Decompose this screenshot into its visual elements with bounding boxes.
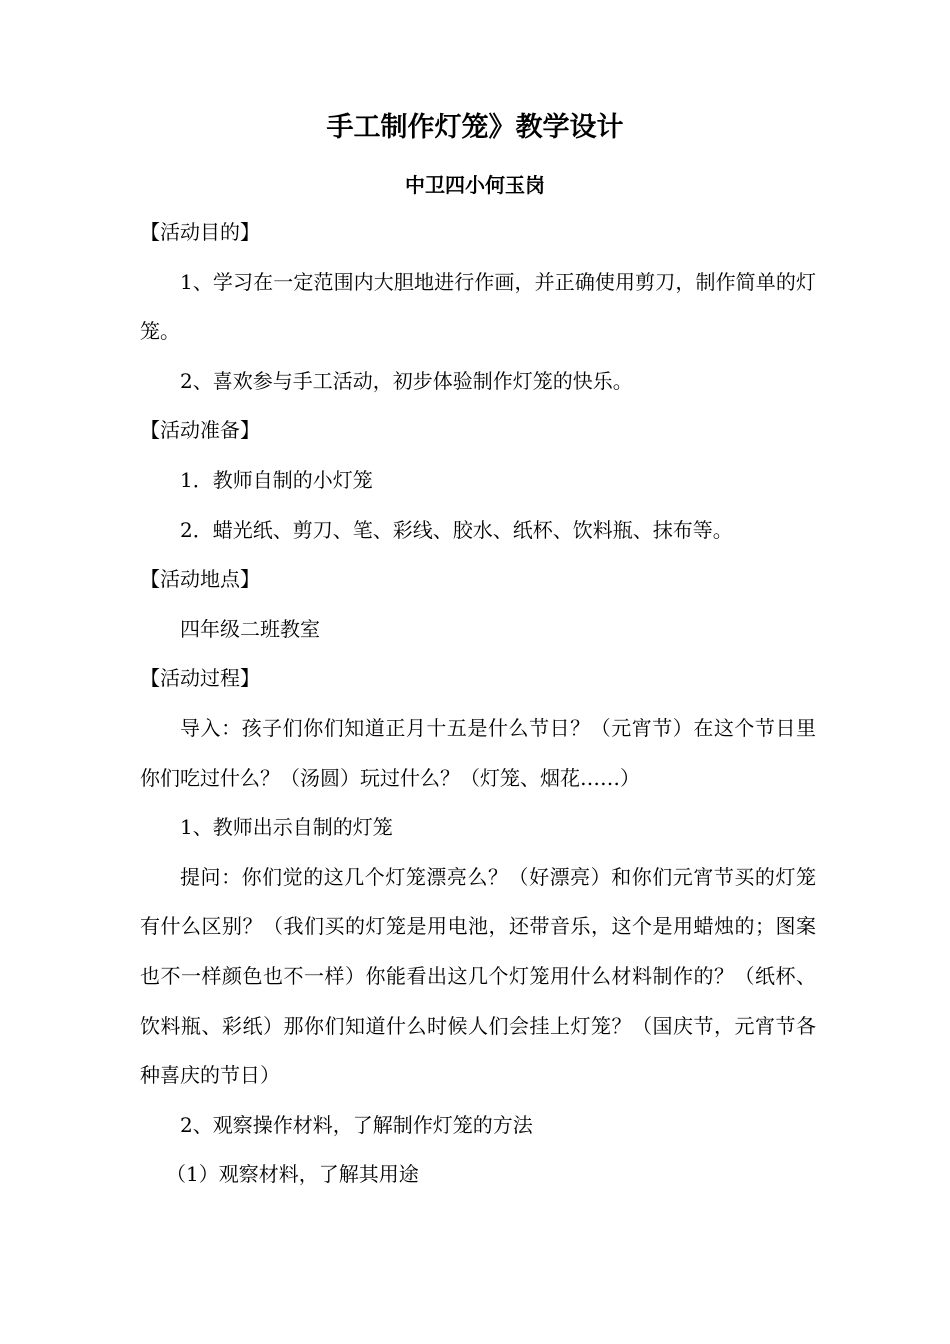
document-body bbox=[140, 208, 816, 1200]
location-text: 四年级二班教室 bbox=[180, 616, 320, 641]
process-step-1: 1、教师出示自制的灯笼 bbox=[180, 815, 393, 840]
preparation-item-2: 2．蜡光纸、剪刀、笔、彩线、胶水、纸杯、饮料瓶、抹布等。 bbox=[180, 517, 733, 542]
process-step-2: 2、观察操作材料，了解制作灯笼的方法 bbox=[180, 1112, 533, 1137]
section-heading-location: 【活动地点】 bbox=[140, 567, 260, 592]
document-title: 手工制作灯笼》教学设计 bbox=[326, 112, 624, 143]
document-author: 中卫四小何玉岗 bbox=[405, 173, 545, 197]
section-heading-process: 【活动过程】 bbox=[140, 666, 260, 691]
purpose-item-2: 2、喜欢参与手工活动，初步体验制作灯笼的快乐。 bbox=[180, 368, 633, 393]
process-step-2-1: （1）观察材料，了解其用途 bbox=[166, 1162, 419, 1187]
section-heading-purpose: 【活动目的】 bbox=[140, 220, 260, 244]
preparation-item-1: 1．教师自制的小灯笼 bbox=[180, 467, 373, 492]
purpose-item-1: 1、学习在一定范围内大胆地进行作画，并正确使用剪刀，制作简单的灯笼。 bbox=[140, 269, 816, 344]
process-question: 提问：你们觉的这几个灯笼漂亮么？（好漂亮）和你们元宵节买的灯笼有什么区别？（我们买的灯笼是用电池，还带音乐，这个是用蜡烛的；图案也不一样颜色也不一样）你能看出这几个灯笼用什么材料制作的？（纸杯、饮料瓶、彩纸）那你们知道什么时候人们会挂上灯笼？（国庆节，元宵节各种喜庆的节日） bbox=[140, 864, 816, 1088]
process-intro: 导入：孩子们你们知道正月十五是什么节日？（元宵节）在这个节日里你们吃过什么？（汤圆）玩过什么？（灯笼、烟花……） bbox=[140, 715, 816, 790]
section-heading-preparation: 【活动准备】 bbox=[140, 418, 260, 443]
